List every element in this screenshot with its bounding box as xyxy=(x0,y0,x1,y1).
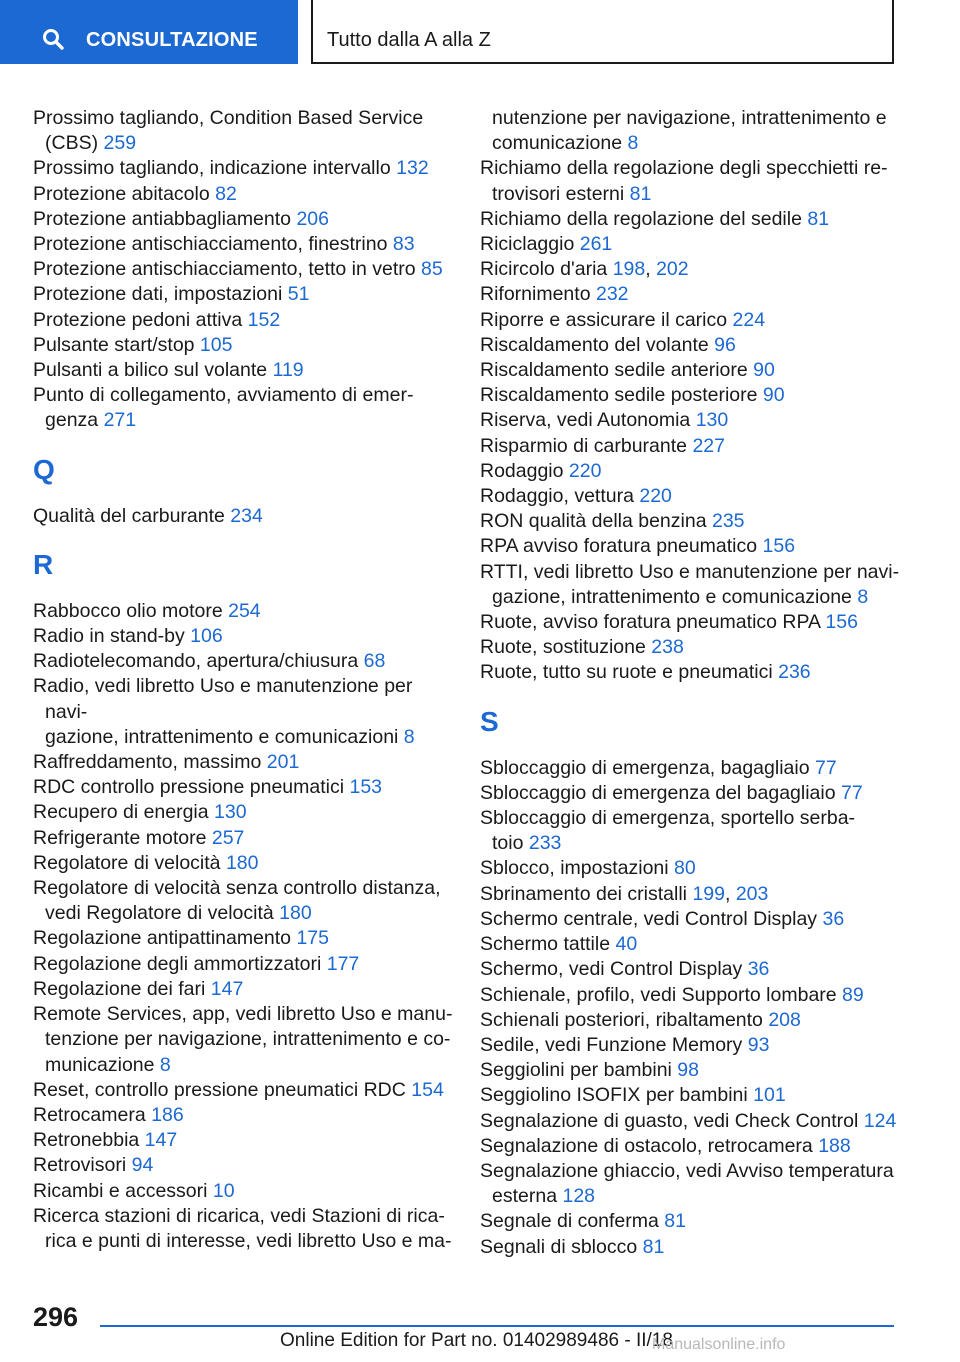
entry-text: comunicazione xyxy=(492,132,628,155)
entry-text: Regolazione antipattinamento xyxy=(33,927,297,950)
entry-text: Rodaggio, vettura xyxy=(480,485,640,508)
tab-consultazione[interactable] xyxy=(0,0,298,64)
entry-text: Reset, controllo pressione pneumatici RDC xyxy=(33,1078,412,1101)
page-link[interactable]: 68 xyxy=(363,650,386,673)
index-entry xyxy=(480,1083,900,1108)
watermark: Manualsonline.info xyxy=(652,1336,786,1353)
index-entry xyxy=(33,1128,458,1153)
index-entry xyxy=(33,599,458,624)
entry-text: Seggiolino ISOFIX per bambini xyxy=(480,1084,754,1107)
index-entry xyxy=(480,1058,900,1083)
page-link[interactable]: 90 xyxy=(762,384,785,407)
index-entry: Sbrinamento dei cristalli 199, 203 xyxy=(480,882,769,905)
index-entry xyxy=(33,1002,458,1078)
tab-label: CONSULTAZIONE xyxy=(86,29,258,51)
entry-text: Rabbocco olio motore xyxy=(33,599,229,622)
index-entry xyxy=(33,358,458,383)
section-letter: S xyxy=(480,705,499,737)
entry-text: Ruote, sostituzione xyxy=(480,636,652,659)
entry-text: trovisori esterni xyxy=(492,182,630,205)
index-entry xyxy=(480,660,900,685)
page-link[interactable]: 198 xyxy=(612,258,646,281)
entry-text: Rifornimento xyxy=(480,283,596,306)
page-link[interactable]: 81 xyxy=(664,1210,686,1233)
page-link[interactable]: 177 xyxy=(326,952,360,975)
entry-text: Riscaldamento sedile anteriore xyxy=(480,359,754,382)
entry-text: Regolatore di velocità xyxy=(33,851,226,874)
page-link[interactable]: 82 xyxy=(215,182,237,205)
index-entry xyxy=(480,408,900,433)
entry-text: rica e punti di interesse, vedi libretto Uso e ma- xyxy=(45,1229,452,1252)
page-link[interactable]: 235 xyxy=(711,510,745,533)
entry-text: Pulsante start/stop xyxy=(33,333,200,356)
page-link[interactable]: 180 xyxy=(225,851,259,874)
page-link[interactable]: 85 xyxy=(421,258,443,281)
index-entry xyxy=(33,333,458,358)
index-column-left xyxy=(33,106,458,1254)
index-entry xyxy=(33,308,458,333)
header xyxy=(0,0,960,66)
page-link[interactable]: 254 xyxy=(228,599,261,622)
index-entry xyxy=(480,207,900,232)
page-link[interactable]: 208 xyxy=(768,1008,801,1031)
page-link[interactable]: 96 xyxy=(714,333,736,356)
entry-text: Risparmio di carburante xyxy=(480,434,693,457)
entry-text: Ricerca stazioni di ricarica, vedi Stazioni di rica- xyxy=(33,1204,445,1227)
page-link[interactable]: 124 xyxy=(863,1109,897,1132)
index-entry xyxy=(480,1209,900,1234)
index-entry xyxy=(480,610,900,635)
entry-text: Radio, vedi libretto Uso e manutenzione per navi- xyxy=(33,675,413,723)
index-entry xyxy=(480,358,900,383)
entry-text: Segnalazione di guasto, vedi Check Control xyxy=(480,1109,864,1132)
entry-text: Radio in stand-by xyxy=(33,625,191,648)
page-link[interactable]: 128 xyxy=(562,1185,596,1208)
page-link[interactable]: 259 xyxy=(103,132,137,155)
page-link[interactable]: 206 xyxy=(296,207,329,230)
page-link[interactable]: 119 xyxy=(272,359,304,382)
search-icon xyxy=(42,28,64,50)
index-entry xyxy=(33,775,458,800)
index-entry xyxy=(480,1235,900,1260)
page-link[interactable]: 220 xyxy=(639,485,672,508)
entry-text: Riciclaggio xyxy=(480,233,580,256)
index-entry xyxy=(33,674,458,750)
page-link[interactable]: 8 xyxy=(159,1053,171,1076)
entry-text: Qualità del carburante xyxy=(33,504,231,527)
index-entry xyxy=(480,1159,900,1209)
page-link[interactable]: 199 xyxy=(692,882,725,905)
index-entry xyxy=(480,560,900,610)
entry-text: Sbloccaggio di emergenza del bagagliaio xyxy=(480,781,841,804)
entry-text: Protezione antischiacciamento, tetto in vetro xyxy=(33,258,422,281)
entry-text: Ruote, tutto su ruote e pneumatici xyxy=(480,661,779,684)
page-link[interactable]: 180 xyxy=(279,902,312,925)
page-link[interactable]: 153 xyxy=(349,776,383,799)
page-link[interactable]: 233 xyxy=(528,832,562,855)
page-link[interactable]: 90 xyxy=(753,359,775,382)
index-entry xyxy=(480,957,900,982)
entry-text: Refrigerante motore xyxy=(33,826,212,849)
index-entry xyxy=(33,257,458,282)
breadcrumb[interactable] xyxy=(311,0,894,64)
page-link[interactable]: 89 xyxy=(842,983,864,1006)
entry-text: Sbloccaggio di emergenza, sportello serba- xyxy=(480,807,856,830)
entry-text: Sblocco, impostazioni xyxy=(480,857,675,880)
index-entry xyxy=(480,484,900,509)
index-entry xyxy=(33,926,458,951)
index-entry xyxy=(480,1109,900,1134)
page-link[interactable]: 132 xyxy=(396,157,429,180)
index-entry xyxy=(480,1134,900,1159)
entry-text: Schermo tattile xyxy=(480,933,616,956)
entry-text: Richiamo della regolazione del sedile xyxy=(480,207,808,230)
page-link[interactable]: 234 xyxy=(230,504,263,527)
page-link[interactable]: 188 xyxy=(818,1134,851,1157)
page-link[interactable]: 81 xyxy=(807,207,830,230)
page-link[interactable]: 51 xyxy=(287,283,310,306)
entry-text: Protezione abitacolo xyxy=(33,182,216,205)
index-entry xyxy=(33,952,458,977)
entry-text: nutenzione per navigazione, intrattenimento e xyxy=(492,107,887,129)
entry-text: Schermo centrale, vedi Control Display xyxy=(480,907,823,930)
page-link[interactable]: 186 xyxy=(151,1103,184,1126)
section-letter: R xyxy=(33,548,54,580)
page-link[interactable]: 10 xyxy=(212,1179,235,1202)
entry-text: gazione, intrattenimento e comunicazioni xyxy=(45,725,404,748)
entry-text: esterna xyxy=(492,1185,563,1208)
entry-text: RDC controllo pressione pneumatici xyxy=(33,776,350,799)
section-letter: Q xyxy=(33,453,55,485)
index-entry xyxy=(33,1153,458,1178)
entry-text: Rodaggio xyxy=(480,459,569,482)
entry-text: Segnale di conferma xyxy=(480,1210,665,1233)
index-entry xyxy=(480,232,900,257)
entry-text: Sbloccaggio di emergenza, bagagliaio xyxy=(480,756,815,779)
entry-text: Ruote, avviso foratura pneumatico RPA xyxy=(480,611,826,634)
entry-text: Regolatore di velocità senza controllo distanza, xyxy=(33,877,441,900)
entry-text: Segnali di sblocco xyxy=(480,1235,643,1258)
entry-text: municazione xyxy=(45,1053,160,1076)
edition-text: Online Edition for Part no. 01402989486 - II/18 xyxy=(280,1330,673,1351)
page-link[interactable]: 8 xyxy=(627,132,639,155)
index-entry xyxy=(480,282,900,307)
index-entry xyxy=(33,1103,458,1128)
index-entry xyxy=(33,156,458,181)
entry-text: RTTI, vedi libretto Uso e manutenzione per navi- xyxy=(480,560,900,583)
index-entry xyxy=(33,800,458,825)
index-entry xyxy=(480,756,900,781)
page-link[interactable]: 152 xyxy=(247,308,281,331)
index-entry xyxy=(480,383,900,408)
index-entry xyxy=(33,826,458,851)
page-link[interactable]: 238 xyxy=(651,636,684,659)
page-link[interactable]: 156 xyxy=(762,535,796,558)
page-link[interactable]: 81 xyxy=(642,1235,665,1258)
entry-text: Protezione dati, impostazioni xyxy=(33,283,288,306)
page-link[interactable]: 77 xyxy=(814,756,837,779)
page-link[interactable]: 101 xyxy=(753,1084,786,1107)
index-entry xyxy=(33,876,458,926)
page-link[interactable]: 105 xyxy=(199,333,233,356)
page-link[interactable]: 80 xyxy=(674,857,696,880)
index-entry xyxy=(33,1078,458,1103)
index-entry xyxy=(33,207,458,232)
page-link[interactable]: 236 xyxy=(778,661,811,684)
entry-text: Ricircolo d'aria xyxy=(480,258,613,281)
entry-text: Schienale, profilo, vedi Supporto lombare xyxy=(480,983,843,1006)
index-entry xyxy=(480,459,900,484)
page-link[interactable]: 224 xyxy=(732,308,766,331)
index-entry xyxy=(480,333,900,358)
index-entry xyxy=(33,977,458,1002)
entry-text: Regolazione dei fari xyxy=(33,977,211,1000)
index-entry xyxy=(33,383,458,433)
entry-text: Recupero di energia xyxy=(33,801,215,824)
page-link[interactable]: 8 xyxy=(403,725,415,748)
entry-text: tenzione per navigazione, intrattenimento e co- xyxy=(45,1028,451,1051)
footer-divider xyxy=(100,1325,894,1327)
entry-text: Protezione pedoni attiva xyxy=(33,308,248,331)
entry-text: Riporre e assicurare il carico xyxy=(480,308,733,331)
page-link[interactable]: 83 xyxy=(392,233,415,256)
index-entry xyxy=(480,806,900,856)
page-link[interactable]: 257 xyxy=(211,826,245,849)
index-entry xyxy=(480,1008,900,1033)
page-link[interactable]: 154 xyxy=(411,1078,444,1101)
index-entry xyxy=(480,434,900,459)
index-entry xyxy=(480,1033,900,1058)
page-link[interactable]: 271 xyxy=(103,409,137,432)
page-link[interactable]: 147 xyxy=(144,1129,178,1152)
entry-text: Sedile, vedi Funzione Memory xyxy=(480,1033,748,1056)
entry-text: Raffreddamento, massimo xyxy=(33,751,267,774)
entry-text: Punto di collegamento, avviamento di emer- xyxy=(33,384,414,407)
page-link[interactable]: 203 xyxy=(735,882,769,905)
index-entry xyxy=(33,1179,458,1204)
index-entry xyxy=(480,534,900,559)
entry-text: Protezione antiabbagliamento xyxy=(33,207,297,230)
entry-text: Riscaldamento del volante xyxy=(480,333,715,356)
entry-text: (CBS) xyxy=(45,132,104,155)
page-link[interactable]: 201 xyxy=(266,751,300,774)
index-entry xyxy=(480,308,900,333)
index-entry xyxy=(33,649,458,674)
page-link[interactable]: 147 xyxy=(210,977,244,1000)
page-link[interactable]: 202 xyxy=(656,258,689,281)
entry-text: Retrovisori xyxy=(33,1154,132,1177)
index-entry: Ricircolo d'aria 198, 202 xyxy=(480,258,689,281)
entry-text: vedi Regolatore di velocità xyxy=(45,902,280,925)
entry-text: Retronebbia xyxy=(33,1129,145,1152)
index-entry xyxy=(33,182,458,207)
entry-text: Remote Services, app, vedi libretto Uso e manu- xyxy=(33,1003,453,1026)
index-entry xyxy=(480,907,900,932)
entry-text: Riserva, vedi Autonomia xyxy=(480,409,696,432)
page-link[interactable]: 36 xyxy=(822,907,845,930)
page-link[interactable]: 8 xyxy=(857,585,869,608)
page-link[interactable]: 94 xyxy=(131,1154,154,1177)
entry-text: Retrocamera xyxy=(33,1103,152,1126)
index-entry xyxy=(33,504,458,529)
page-link[interactable]: 130 xyxy=(214,801,247,824)
entry-text: genza xyxy=(45,409,104,432)
page-link[interactable]: 77 xyxy=(841,781,863,804)
entry-text: Schermo, vedi Control Display xyxy=(480,958,748,981)
entry-text: Seggiolini per bambini xyxy=(480,1059,678,1082)
entry-text: Segnalazione ghiaccio, vedi Avviso temperatura xyxy=(480,1159,894,1182)
index-entry xyxy=(480,156,900,206)
entry-text: Richiamo della regolazione degli specchietti re- xyxy=(480,157,888,180)
entry-text: toio xyxy=(492,832,529,855)
page-link[interactable]: 40 xyxy=(615,933,638,956)
entry-text: RPA avviso foratura pneumatico xyxy=(480,535,763,558)
entry-text: Regolazione degli ammortizzatori xyxy=(33,952,327,975)
index-entry xyxy=(33,851,458,876)
index-entry xyxy=(480,983,900,1008)
index-entry xyxy=(33,624,458,649)
page-link[interactable]: 81 xyxy=(629,182,652,205)
page-link[interactable]: 93 xyxy=(747,1033,770,1056)
page-link[interactable]: 232 xyxy=(595,283,629,306)
entry-text: Prossimo tagliando, Condition Based Service xyxy=(33,107,424,129)
entry-text: gazione, intrattenimento e comunicazione xyxy=(492,585,858,608)
index-entry xyxy=(480,856,900,881)
entry-text: Segnalazione di ostacolo, retrocamera xyxy=(480,1134,819,1157)
page-link[interactable]: 220 xyxy=(568,459,602,482)
page-link[interactable]: 227 xyxy=(692,434,725,457)
index-entry xyxy=(480,932,900,957)
index-entry xyxy=(480,781,900,806)
entry-text: Schienali posteriori, ribaltamento xyxy=(480,1008,769,1031)
index-entry xyxy=(33,232,458,257)
breadcrumb-label: Tutto dalla A alla Z xyxy=(327,29,491,51)
page-link[interactable]: 106 xyxy=(190,625,223,648)
page-link[interactable]: 36 xyxy=(747,958,770,981)
entry-text: RON qualità della benzina xyxy=(480,510,712,533)
index-entry xyxy=(33,1204,458,1254)
page-link[interactable]: 130 xyxy=(695,409,729,432)
index-entry xyxy=(480,635,900,660)
entry-text: Sbrinamento dei cristalli xyxy=(480,882,693,905)
entry-text: Riscaldamento sedile posteriore xyxy=(480,384,763,407)
entry-text: Prossimo tagliando, indicazione intervallo xyxy=(33,157,397,180)
index-entry xyxy=(480,106,900,156)
page-link[interactable]: 175 xyxy=(296,927,329,950)
page-number: 296 xyxy=(33,1302,79,1332)
entry-text: Radiotelecomando, apertura/chiusura xyxy=(33,650,364,673)
entry-text: Pulsanti a bilico sul volante xyxy=(33,359,273,382)
index-entry xyxy=(480,509,900,534)
page-link[interactable]: 156 xyxy=(825,611,858,634)
page-link[interactable]: 261 xyxy=(579,233,613,256)
index-entry xyxy=(33,282,458,307)
index-entry xyxy=(33,750,458,775)
index-column-right xyxy=(480,106,900,1260)
entry-text: Protezione antischiacciamento, finestrino xyxy=(33,233,393,256)
page-link[interactable]: 98 xyxy=(677,1059,699,1082)
index-entry xyxy=(33,106,458,156)
entry-text: Ricambi e accessori xyxy=(33,1179,213,1202)
